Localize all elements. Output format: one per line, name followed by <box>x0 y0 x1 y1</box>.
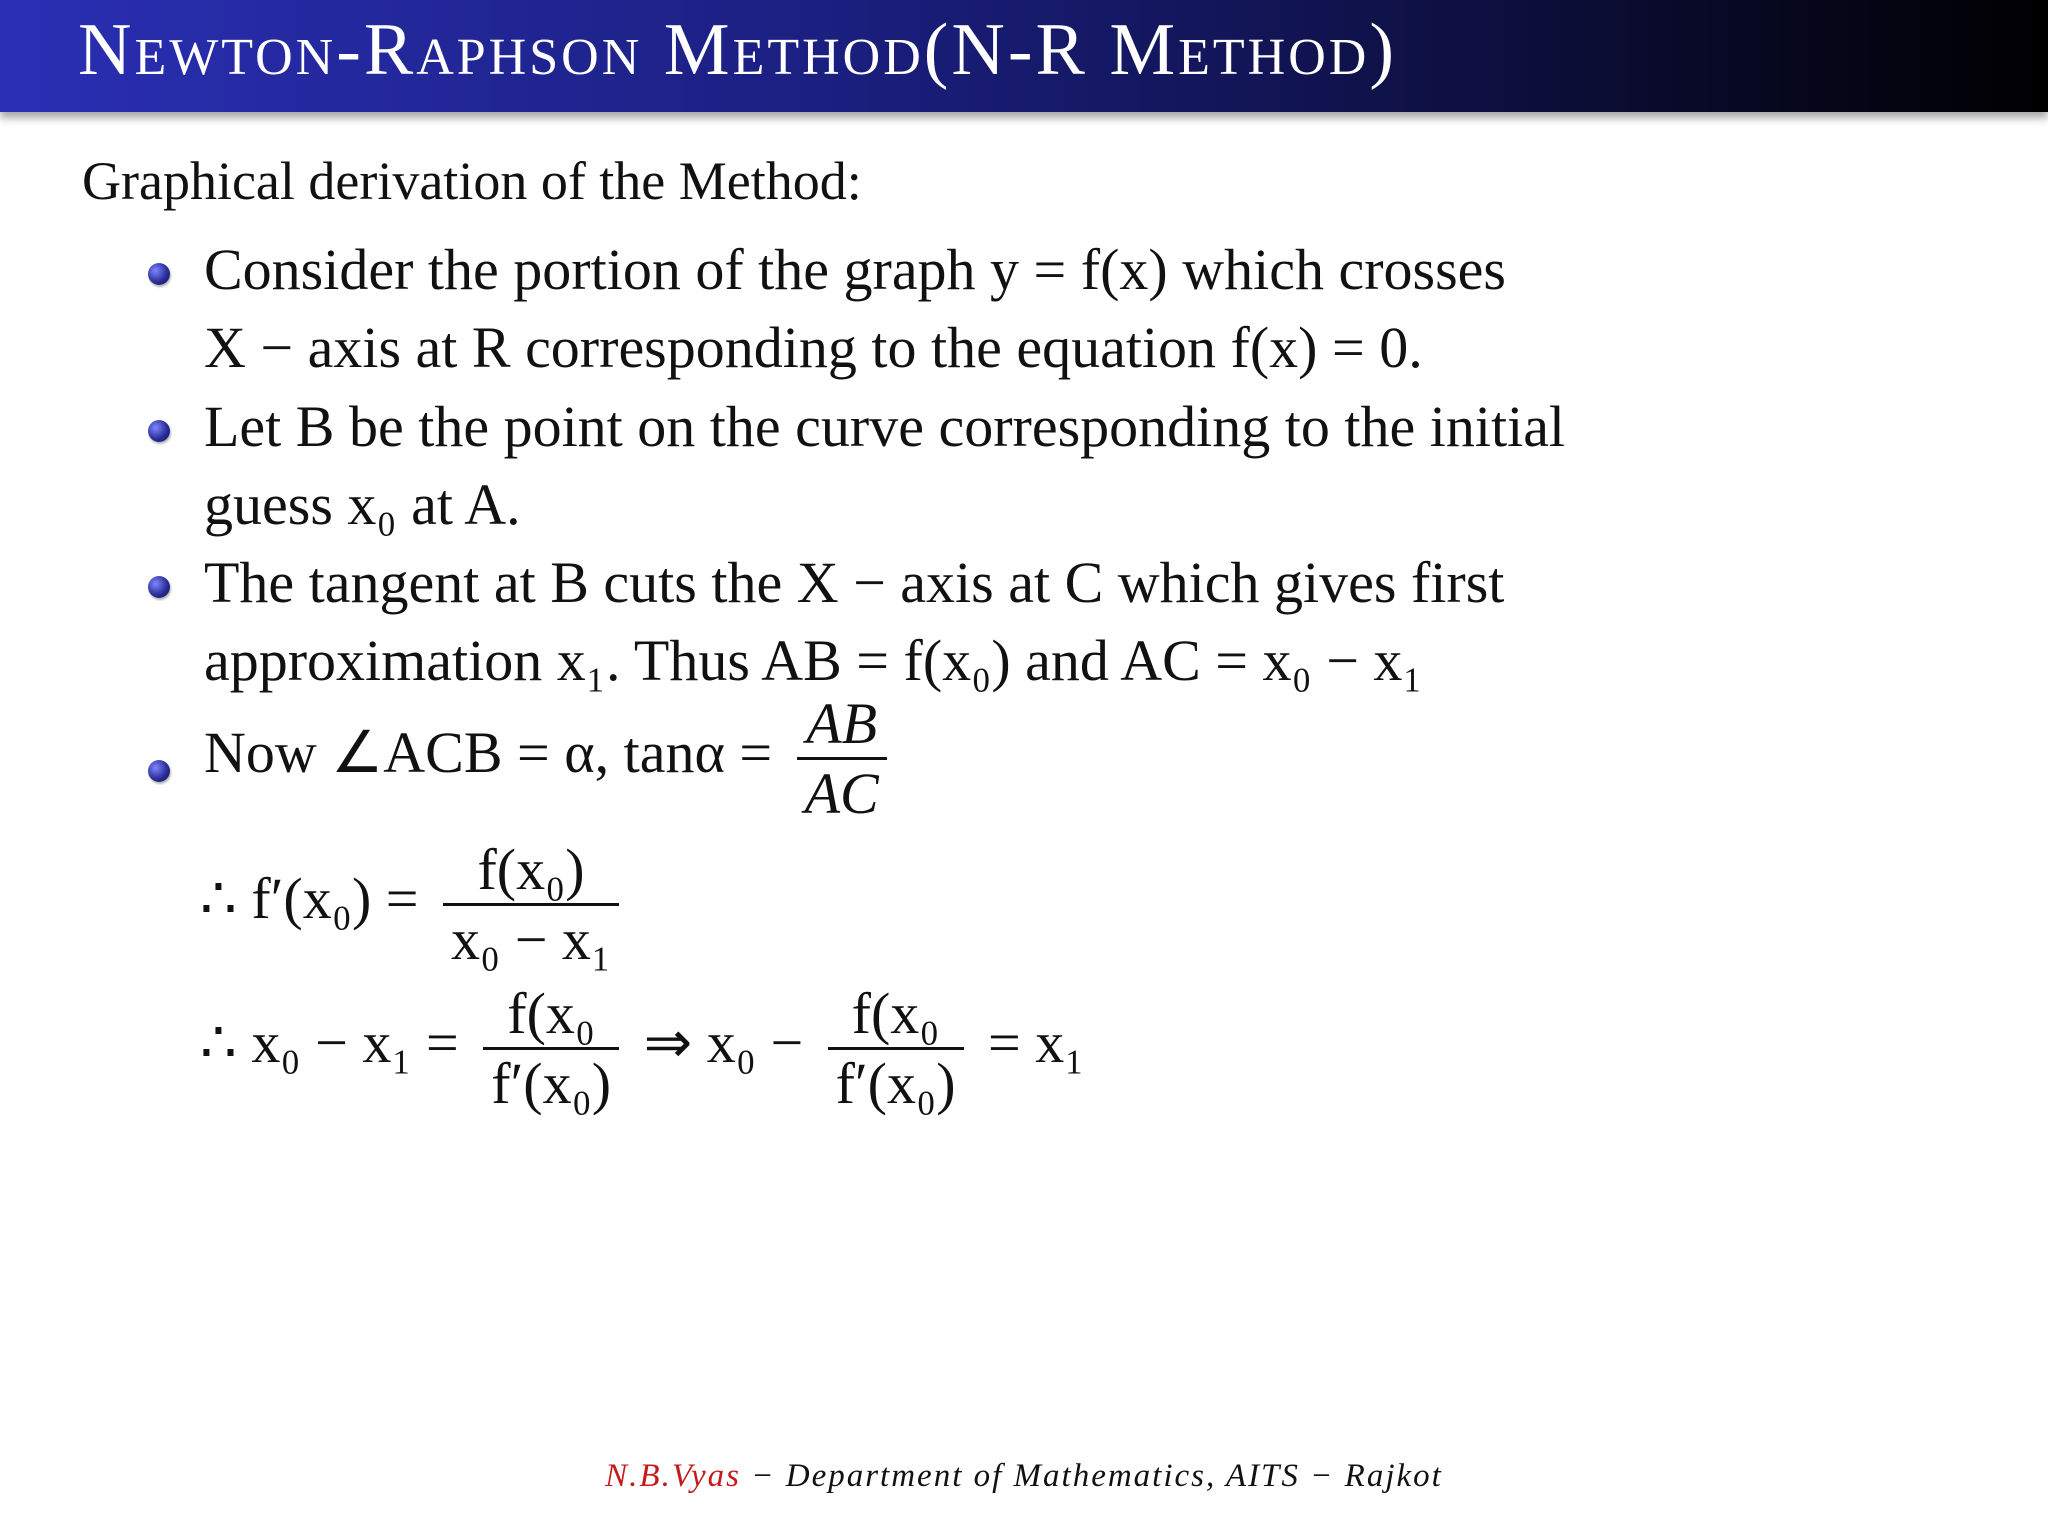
eq1-denominator: x₀ − x₁ <box>450 907 612 972</box>
footer-author: N.B.Vyas <box>605 1458 741 1494</box>
eq2-lhs: ∴ x₀ − x₁ = <box>200 1009 459 1075</box>
bullet-4-line <box>204 690 897 827</box>
bullet-2-line-2: guess x₀ at A. <box>204 472 521 537</box>
bullet-icon <box>148 576 170 598</box>
tan-fraction <box>797 690 887 827</box>
footer-affiliation: − Department of Mathematics, AITS − Rajkot <box>740 1458 1443 1494</box>
bullet-icon <box>148 420 170 442</box>
eq1-fraction <box>443 836 619 973</box>
eq2-denominator-2: f′(x₀) <box>835 1051 956 1116</box>
bullet-2-line-1: Let B be the point on the curve corresponding to the initial <box>204 394 1566 459</box>
slide-title: Newton-Raphson Method(N-R Method) <box>78 9 1397 91</box>
tan-denominator: AC <box>804 761 879 826</box>
eq2-denominator-1: f′(x₀) <box>491 1051 612 1116</box>
bullet-1-line-1: Consider the portion of the graph y = f(x) which crosses <box>204 237 1506 302</box>
bullet-icon <box>148 263 170 285</box>
eq2-rhs: = x₁ <box>988 1009 1085 1075</box>
bullet-icon <box>148 760 170 782</box>
section-heading: Graphical derivation of the Method: <box>82 151 862 211</box>
footer <box>0 1458 2048 1495</box>
title-bar <box>0 0 2048 112</box>
eq2-numerator-2: f(x₀ <box>828 980 964 1050</box>
bullet-1-line-2: X − axis at R corresponding to the equation f(x) = 0. <box>204 315 1423 380</box>
equation-2 <box>200 980 1084 1117</box>
eq2-fraction-1 <box>483 980 619 1117</box>
eq2-numerator-1: f(x₀ <box>483 980 619 1050</box>
eq2-fraction-2 <box>828 980 964 1117</box>
bullet-3-line-1: The tangent at B cuts the X − axis at C which gives first <box>204 550 1505 615</box>
eq2-implies: ⇒ x₀ − <box>643 1009 804 1075</box>
bullet-3-line-2: approximation x₁. Thus AB = f(x₀) and AC = x₀ − x₁ <box>204 628 1423 693</box>
equation-1 <box>200 836 629 973</box>
eq1-lhs: ∴ f′(x₀) = <box>200 865 419 931</box>
tan-numerator: AB <box>797 690 887 760</box>
bullet-4-prefix: Now ∠ACB = α, tanα = <box>204 719 773 785</box>
eq1-numerator: f(x₀) <box>443 836 619 906</box>
